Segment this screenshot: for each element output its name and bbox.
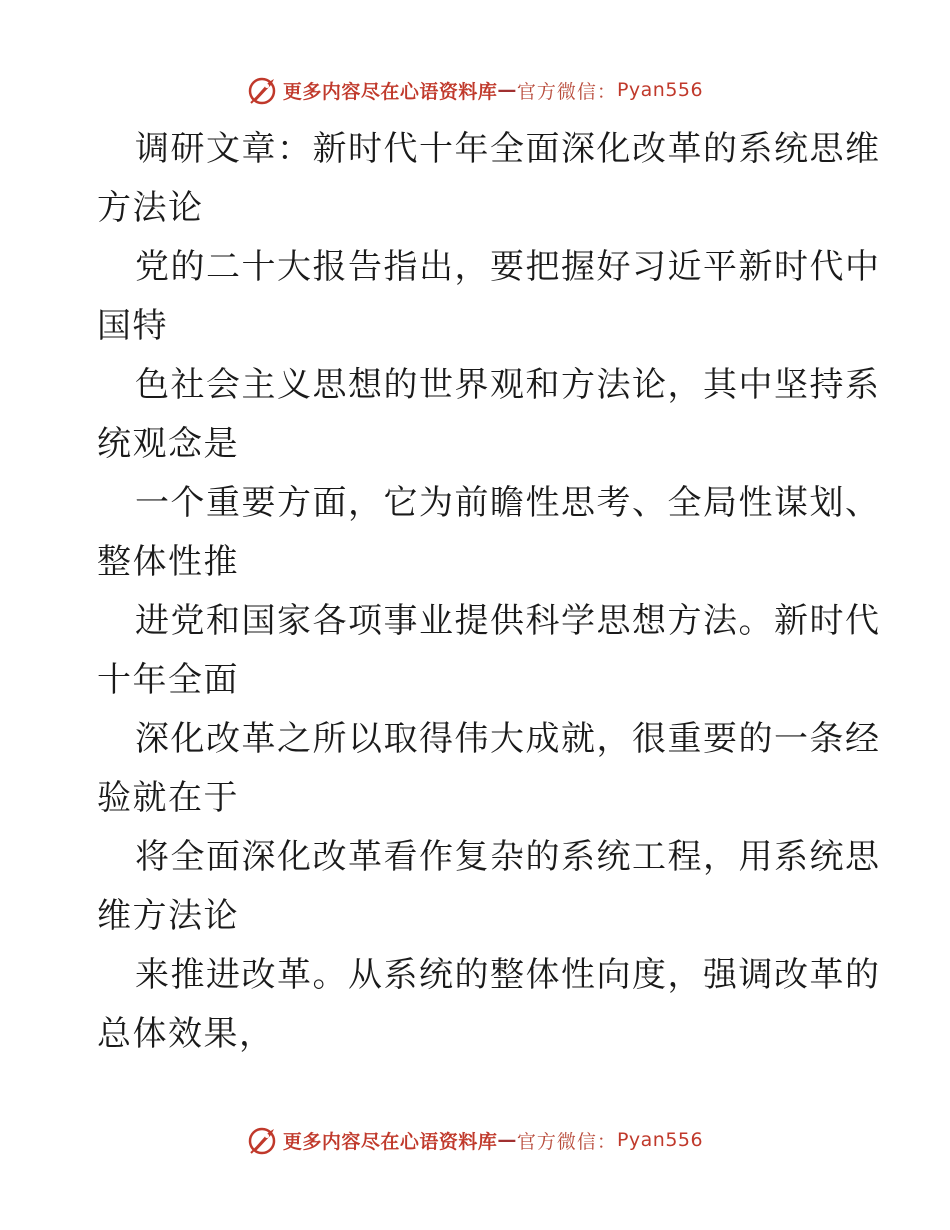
text-line: 统观念是 xyxy=(97,424,239,464)
text-line: 十年全面 xyxy=(97,660,239,700)
text-line: 整体性推 xyxy=(97,542,239,582)
footer-separator: — xyxy=(497,1129,517,1151)
text-line: 国特 xyxy=(97,306,168,346)
footer-wechat-label: 官方微信： xyxy=(516,1130,617,1153)
text-line: 来推进改革。从系统的整体性向度，强调改革的 xyxy=(135,955,881,995)
text-line: 总体效果， xyxy=(97,1014,275,1054)
text-line: 一个重要方面，它为前瞻性思考、全局性谋划、 xyxy=(135,483,881,523)
text-line: 验就在于 xyxy=(97,778,239,818)
text-line: 调研文章：新时代十年全面深化改革的系统思维 xyxy=(135,129,881,169)
text-line: 进党和国家各项事业提供科学思想方法。新时代 xyxy=(135,601,881,641)
footer-banner-text xyxy=(283,1127,703,1154)
text-line: 色社会主义思想的世界观和方法论，其中坚持系 xyxy=(135,365,881,405)
header-banner xyxy=(0,70,950,110)
text-line: 将全面深化改革看作复杂的系统工程，用系统思 xyxy=(135,837,881,877)
text-line: 深化改革之所以取得伟大成就，很重要的一条经 xyxy=(135,719,881,759)
header-brand: 更多内容尽在心语资料库 xyxy=(282,80,498,103)
header-separator: — xyxy=(497,79,517,101)
pen-logo-icon xyxy=(247,74,279,106)
text-line: 方法论 xyxy=(97,188,204,228)
header-wechat-label: 官方微信： xyxy=(516,80,617,103)
pen-logo-icon xyxy=(247,1124,279,1156)
header-wechat-id: Pyan556 xyxy=(616,79,704,101)
footer-brand: 更多内容尽在心语资料库 xyxy=(282,1130,498,1153)
footer-banner xyxy=(0,1120,950,1160)
text-line: 维方法论 xyxy=(97,896,239,936)
header-banner-text xyxy=(283,77,703,104)
footer-wechat-id: Pyan556 xyxy=(616,1129,704,1151)
text-line: 党的二十大报告指出，要把握好习近平新时代中 xyxy=(135,247,881,287)
document-body xyxy=(97,120,881,1064)
